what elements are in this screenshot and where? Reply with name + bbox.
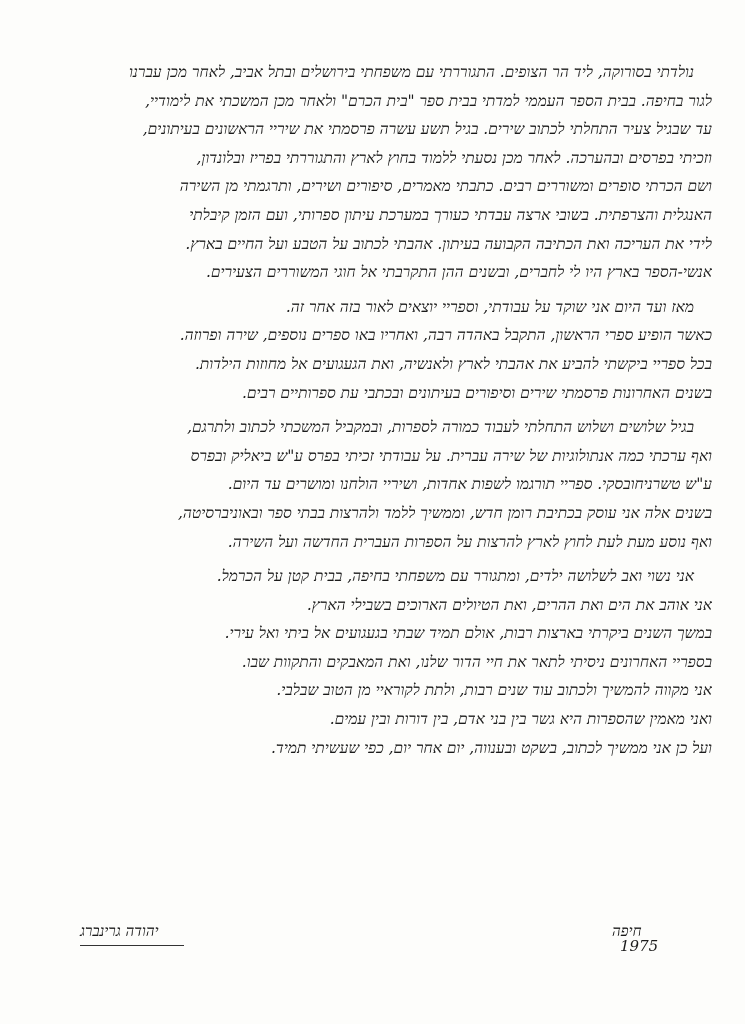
letter-line: בשנים אלה אני עוסק בכתיבת רומן חדש, וממשיך ללמד ולהרצות בבתי ספר ובאוניברסיטה, <box>177 503 712 522</box>
letter-line: בכל ספריי ביקשתי להביע את אהבתי לארץ ולאנשיה, ואת הגעגועים אל מחוזות הילדות. <box>195 354 712 373</box>
letter-line: האנגלית והצרפתית. בשובי ארצה עבדתי כעורך במערכת עיתון ספרותי, ועם הזמן קיבלתי <box>189 205 712 224</box>
signature-underline <box>80 945 184 946</box>
letter-line: אנשי-הספר בארץ היו לי לחברים, ובשנים ההן התקרבתי אל חוגי המשוררים הצעירים. <box>205 263 712 282</box>
letter-line: בספריי האחרונים ניסיתי לתאר את חיי הדור שלנו, ואת המאבקים והתקוות שבו. <box>241 652 712 671</box>
letter-line: ע"ש טשרניחובסקי. ספריי תורגמו לשפות אחדות, ושיריי הולחנו ומושרים עד היום. <box>227 475 712 494</box>
letter-line: אני מקווה להמשיך ולכתוב עוד שנים רבות, ולתת לקוראיי מן הטוב שבלבי. <box>276 681 712 700</box>
letter-line: ועל כן אני ממשיך לכתוב, בשקט ובענווה, יום אחר יום, כפי שעשיתי תמיד. <box>271 738 712 757</box>
letter-line: ואני מאמין שהספרות היא גשר בין בני אדם, בין דורות ובין עמים. <box>329 710 712 729</box>
signature: יהודה גרינברג <box>80 922 159 940</box>
letter-line: לידי את העריכה ואת הכתיבה הקבועה בעיתון. אהבתי לכתוב על הטבע ועל החיים בארץ. <box>185 234 712 253</box>
letter-line: נולדתי בסורוקה, ליד הר הצופים. התגוררתי עם משפחתי בירושלים ובתל אביב, לאחר מכן עברנו <box>128 63 694 81</box>
date-place: חיפה <box>612 922 642 940</box>
letter-line: עד שבגיל צעיר התחלתי לכתוב שירים. בגיל תשע עשרה פרסמתי את שיריי הראשונים בעיתונים, <box>142 120 712 139</box>
letter-line: אני אוהב את הים ואת ההרים, ואת הטיולים הארוכים בשבילי הארץ. <box>306 595 712 614</box>
date-year: 1975 <box>620 937 659 955</box>
letter-line: ושם הכרתי סופרים ומשוררים רבים. כתבתי מאמרים, סיפורים ושירים, ותרגמתי מן השירה <box>179 177 712 196</box>
letter-line: בגיל שלושים ושלוש התחלתי לעבוד כמורה לספרות, ובמקביל המשכתי לכתוב ולתרגם, <box>187 418 694 437</box>
letter-line: ואף נוסע מעת לעת לחוץ לארץ להרצות על הספרות העברית החדשה ועל השירה. <box>227 532 712 551</box>
letter-line: כאשר הופיע ספרי הראשון, התקבל באהדה רבה, ואחריו באו ספרים נוספים, שירה ופרוזה. <box>179 326 712 345</box>
letter-line: מאז ועד היום אני שוקד על עבודתי, וספריי יוצאים לאור בזה אחר זה. <box>285 297 694 316</box>
letter-body <box>48 58 712 762</box>
letter-line: אני נשוי ואב לשלושה ילדים, ומתגורר עם משפחתי בחיפה, בבית קטן על הכרמל. <box>216 567 694 586</box>
letter-line: לגור בחיפה. בבית הספר העממי למדתי בבית ספר "בית הכרם" ולאחר מכן המשכתי את לימודיי, <box>145 91 712 110</box>
letter-line: בשנים האחרונות פרסמתי שירים וסיפורים בעיתונים ובכתבי עת ספרותיים רבים. <box>242 383 712 402</box>
letter-line: וזכיתי בפרסים ובהערכה. לאחר מכן נסעתי ללמוד בחוץ לארץ והתגוררתי בפריז ובלונדון, <box>196 148 712 167</box>
letter-line: ואף ערכתי כמה אנתולוגיות של שירה עברית. על עבודתי זכיתי בפרס ע"ש ביאליק ובפרס <box>190 446 712 465</box>
letter-line: במשך השנים ביקרתי בארצות רבות, אולם תמיד שבתי בגעגועים אל ביתי ואל עירי. <box>224 624 712 643</box>
